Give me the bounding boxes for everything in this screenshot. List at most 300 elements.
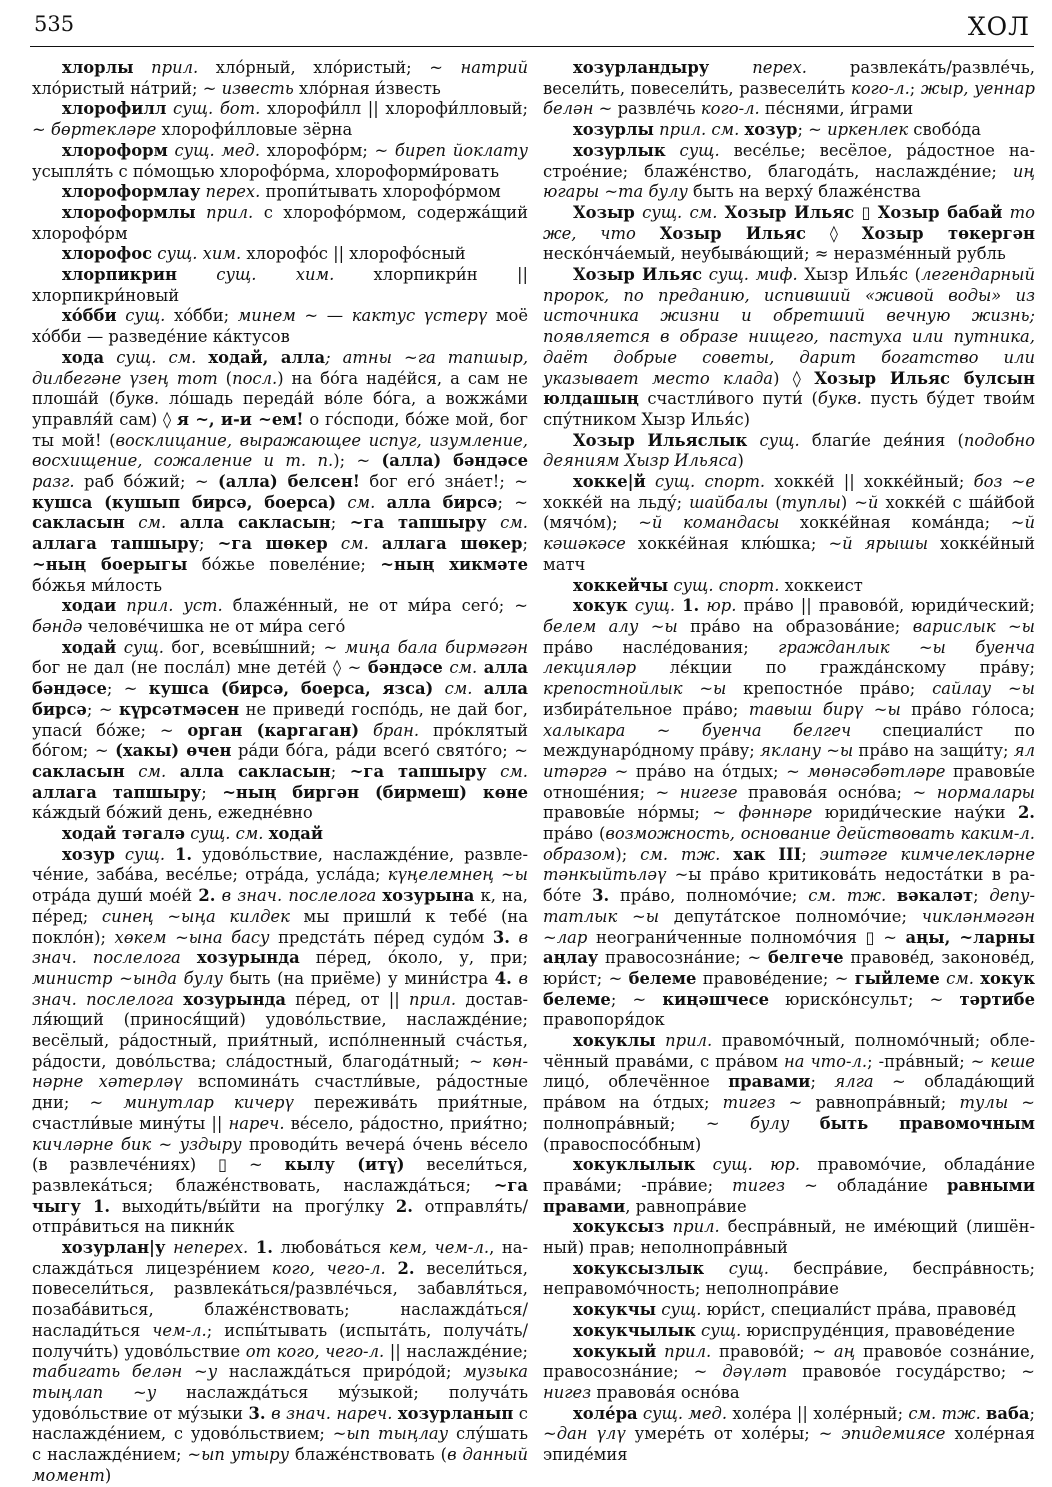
entry-headword: Хозыр Ильяс [573, 265, 703, 285]
entry-text: быть на верху́ блаже́нства [687, 182, 921, 202]
entry-text: хоккеист [779, 575, 863, 595]
entry-text: алла сакласын [179, 513, 331, 533]
entry-text: ~ равнопра́вный; [775, 1093, 960, 1113]
entry-text [487, 762, 501, 781]
entry-text: депутатлык ~ы [543, 886, 1035, 926]
entry-text: сущ. [700, 1320, 742, 1340]
entry-text: сущ. юр. [712, 1155, 801, 1175]
entry-headword: холе́ра [573, 1403, 638, 1423]
entry-text: яклану ~ы [760, 741, 854, 761]
entry-text: сущ. [679, 140, 720, 160]
entry-headword: хода [62, 347, 105, 367]
entry-text: специали́ст по междунаро́дному пра́ву; [543, 720, 1035, 761]
entry-text: юриспруде́нция, правове́дение [741, 1320, 1016, 1340]
entry-text: сущ. [125, 306, 166, 326]
entry-text: прил. [206, 202, 254, 222]
entry-text: правово́е госуда́рство; ~ [787, 1362, 1035, 1382]
entry-text: правомо́чный, полномо́чный; облечённый права́ми, с пра́вом [543, 1031, 1035, 1071]
entry-text: хозур [744, 120, 798, 140]
entry-text: прил. [151, 58, 199, 77]
entry-headword: хокуксыз [573, 1217, 665, 1237]
entry-text: челове́чишка не от ми́ра сего́ [82, 616, 346, 636]
entry-text: холе́ра || холе́рный; [727, 1403, 909, 1423]
entry-text: ве́село, ра́достно, прия́тно; [284, 1113, 528, 1133]
entry-text: в данный момент [32, 1445, 528, 1485]
entry-text: хокке́йный матч [543, 534, 1035, 574]
entry-text: булу [749, 1113, 790, 1133]
entry-text: кого, чего-л. [271, 1258, 386, 1278]
entry-text: юр. [706, 596, 737, 616]
entry-text: хокук белеме [543, 968, 1036, 1009]
entry-text: хо́бби; [165, 306, 238, 326]
entry-text: сущ. см. [642, 202, 718, 222]
entry-text: ) ◊ [773, 368, 815, 388]
entry-text: 2. [397, 1258, 415, 1278]
entry-text [433, 679, 444, 698]
entry-text: см. тж. [908, 1403, 981, 1423]
entry-text: пе́ред, о́коло, у, при; [299, 948, 528, 968]
entry-text: ~ып утыру [187, 1445, 290, 1465]
entry-text: ); [615, 844, 641, 864]
entry-text: боз ~е [973, 472, 1036, 492]
dictionary-entry [32, 845, 528, 1238]
entry-text: тәртибе [959, 989, 1035, 1009]
entry-text: чикләнмәгән ~лар [543, 906, 1035, 947]
entry-text: развле́чь [612, 99, 701, 119]
entry-text [328, 534, 341, 553]
entry-text [720, 845, 733, 864]
entry-text: хозурында [183, 989, 287, 1009]
entry-text: ; [201, 782, 223, 802]
entry-text: прил. см. [659, 120, 740, 140]
entry-text: букв. [115, 389, 160, 409]
entry-text [664, 1217, 672, 1236]
entry-text: в знач. послелога [32, 927, 528, 968]
entry-text [165, 1238, 173, 1257]
entry-text: раб бо́жий; ~ [74, 472, 219, 492]
entry-text: доставля́ющий (принося́щий) удово́льствие, наслажде́ние; весёлый, ра́достный, прия́тный, испо́лненный сча́стья, ра́дости, дово́льства; сла́достный, благода́тный; ~ [32, 989, 528, 1071]
entry-text [765, 845, 778, 864]
entry-text: 2. [198, 886, 216, 906]
entry-text: пе́ред, от || [286, 989, 409, 1009]
entry-text [656, 1031, 666, 1050]
entry-text: пережива́ть прия́тные, счастли́вые мину́ты || [32, 1093, 529, 1133]
entry-text: аң [833, 1341, 856, 1361]
entry-text: алла бәндәсе [32, 658, 528, 699]
entry-text [166, 762, 180, 781]
entry-text: сущ. спорт. [673, 575, 780, 595]
entry-text: подобно деяниям Хызр Ильяса [543, 430, 1035, 471]
entry-text: сущ. мед. [174, 140, 261, 160]
entry-text: неско́нча́емый, неубыва́ющий; ≈ неразме́нный рубль [543, 244, 1006, 264]
entry-text: ; [810, 1072, 835, 1092]
entry-headword: хозурлан|у [62, 1238, 166, 1258]
entry-text: хокке́й с ша́йбой (мячо́м); [543, 492, 1035, 533]
entry-text: мы пришли́ к тебе́ (на покло́н); [32, 906, 528, 947]
entry-headword: хоккейчы [573, 575, 669, 595]
entry-text [709, 58, 752, 77]
entry-text: правова́я осно́ва [591, 1383, 740, 1402]
entry-text: крепостнойлык ~ы [543, 679, 727, 699]
entry-text [116, 596, 126, 615]
right-column [543, 58, 1035, 1466]
entry-text: сущ. [634, 596, 676, 616]
entry-text: выходи́ть/вы́йти на прогу́лку [110, 1196, 396, 1216]
dictionary-entry [543, 1031, 1035, 1155]
header-rule [30, 46, 1034, 47]
entry-text: посл. [232, 368, 278, 388]
entry-text: киңәшчесе [662, 989, 770, 1009]
entry-text: Хозыр Ильяс [659, 223, 806, 243]
entry-text [125, 762, 139, 781]
entry-text [628, 596, 635, 615]
entry-text: любова́ться [272, 1238, 389, 1258]
entry-text: музыка тыңлап ~у [32, 1362, 528, 1402]
entry-text: ~й ярышы [828, 534, 929, 554]
entry-text: наслажда́ться му́зыкой; получа́ть удово́льствие от му́зыки [32, 1383, 528, 1423]
entry-text: см. [444, 679, 473, 699]
entry-text: гражданлык ~ы буенча лекцияләр [543, 637, 1036, 678]
entry-text: в знач. нареч. [271, 1403, 393, 1423]
entry-text: , равнопра́вие [625, 1196, 747, 1216]
entry-headword: хокукчылык [573, 1320, 696, 1340]
entry-text: нигез [543, 1383, 592, 1402]
entry-text: орган (каргаган) [187, 720, 360, 740]
entry-text: кеше [990, 1051, 1035, 1071]
entry-text: тигез [732, 1175, 786, 1195]
entry-text: сущ. [661, 1300, 702, 1320]
entry-text: быть правомочным [819, 1113, 1035, 1133]
entry-text: ; атны ~га тапшыр, дилбегәне үзең тот [32, 347, 529, 388]
entry-text: ~ полнопра́вный; ~ [543, 1093, 1035, 1133]
entry-text: хлорпикри́н || хлорпикри́новый [32, 265, 529, 305]
entry-text: тулы [959, 1093, 1009, 1113]
entry-text: чем-л. [152, 1320, 207, 1340]
entry-text: алла сакласын [179, 761, 331, 781]
entry-text [117, 306, 126, 325]
entry-text [248, 1238, 256, 1257]
entry-text: ~ пра́во на о́тдых; ~ [607, 761, 808, 781]
entry-text: ~ның биргән (бирмеш) көне [222, 782, 528, 802]
entry-text: кого-л. [700, 99, 760, 119]
entry-headword: хлорпикрин [62, 265, 177, 285]
entry-text [196, 348, 208, 367]
dictionary-entry [543, 1259, 1035, 1300]
entry-text: III [778, 844, 802, 864]
entry-text: ра́ди бо́га, ра́ди всего́ свято́го; ~ [231, 741, 529, 761]
dictionary-entry [543, 1217, 1035, 1258]
entry-headword: хозурлы [573, 120, 654, 140]
entry-text: хокке́й на льду́; [543, 492, 690, 512]
entry-text: ходай [268, 824, 323, 844]
entry-text [472, 679, 483, 698]
entry-text: аллага тапшыру [32, 782, 202, 802]
entry-text: сущ. миф. [708, 265, 798, 285]
entry-text: ; ~ [86, 699, 120, 719]
entry-headword: хокке|й [573, 472, 646, 492]
entry-text: правовы́е но́рмы; ~ [543, 803, 739, 823]
entry-text [134, 58, 152, 77]
entry-text: хозурына [382, 886, 475, 906]
entry-text: см. [340, 534, 369, 554]
entry-headword: хлорлы [62, 58, 134, 77]
entry-headword: хлороформлау [62, 182, 201, 202]
entry-text: равными правами [543, 1175, 1035, 1216]
entry-text [165, 845, 175, 864]
entry-headword: ходай тәгалә [62, 824, 185, 844]
entry-text: аңы, ~ларны аңлау [543, 927, 1035, 968]
entry-text: бөртекләре [50, 120, 157, 140]
entry-text: ) на бо́га наде́йся, а сам не плоша́й ( [32, 368, 528, 409]
dictionary-entry [32, 638, 528, 824]
entry-text: ) [737, 451, 744, 471]
entry-text: Хозыр бабай [877, 202, 1003, 222]
entry-text: разг. [32, 472, 75, 492]
entry-text: перех. [205, 182, 261, 202]
entry-text: ~га тапшыру [349, 513, 487, 533]
entry-headword: хокукчы [573, 1300, 657, 1320]
entry-text: весели́ться, повесели́ться, развлека́ться/развле́чься, забавля́ться, позаба́виться, блаже́нствовать; наслажда́ться/наслади́ться [32, 1258, 528, 1340]
entry-text: благи́е дея́ния ( [799, 430, 964, 450]
entry-text: правовы́е отноше́ния; ~ [543, 761, 1036, 802]
entry-text [177, 265, 216, 284]
entry-text: пра́во, полномо́чие; [609, 886, 809, 906]
dictionary-entry [543, 1321, 1035, 1342]
entry-text [656, 1342, 664, 1361]
dictionary-entry [32, 203, 528, 244]
entry-text: правами [728, 1072, 811, 1092]
entry-text: тавыш бирү ~ы [748, 699, 901, 719]
entry-text: сакласын [32, 761, 125, 781]
entry-headword: ходаи [62, 596, 117, 616]
entry-text: ) [840, 492, 855, 512]
entry-text: ; ~ [106, 679, 149, 699]
entry-text: см. [500, 761, 528, 781]
entry-headword: хозурлык [573, 140, 666, 160]
entry-text: кого-л. [850, 78, 910, 98]
entry-text: ; [909, 78, 921, 98]
entry-text: ~ның хикмәте [380, 554, 528, 574]
entry-text: см. [946, 968, 974, 988]
entry-text: ; [330, 761, 350, 781]
entry-text: эпидемиясе [841, 1424, 946, 1444]
entry-text: известь [221, 78, 294, 98]
entry-headword: хокуклылык [573, 1155, 696, 1175]
entry-text: (правоспосо́бным) [543, 1134, 702, 1154]
entry-text: ~ — [295, 306, 352, 326]
entry-headword: хокукый [573, 1341, 657, 1361]
dictionary-entry [543, 1342, 1035, 1404]
entry-text: кем, чем-л. [388, 1238, 490, 1258]
entry-text: табигать белән ~у [32, 1362, 218, 1382]
entry-text: бог его́ зна́ет!; ~ [359, 472, 528, 492]
entry-text: ~га тапшыру [349, 761, 487, 781]
entry-text: ял итәргә [543, 741, 1035, 781]
entry-text [115, 845, 125, 864]
entry-text: күрсәтмәсен [119, 699, 240, 719]
entry-headword: хозурландыру [573, 58, 710, 77]
entry-headword: Хозыр [573, 202, 635, 222]
entry-headword: хо́бби [62, 306, 117, 326]
entry-text: нормалары [936, 782, 1035, 802]
entry-text: ~й командасы [638, 513, 780, 533]
entry-text [704, 1259, 729, 1278]
entry-text: хлорофо́с || хлорофо́сный [241, 244, 466, 264]
entry-text: хлорофи́лловые зёрна [156, 120, 353, 140]
dictionary-entry [543, 576, 1035, 597]
entry-text: ~ып тыңлау [332, 1424, 449, 1444]
entry-text [635, 203, 642, 222]
entry-text: ; [973, 886, 990, 906]
entry-text: прил. [665, 1031, 713, 1051]
entry-text: бо́жья ми́лость [32, 575, 163, 595]
entry-text: см. [449, 658, 478, 678]
entry-text: ~га чыгу 1. [32, 1175, 528, 1216]
entry-text: иң югары ~та булу [543, 161, 1035, 202]
entry-text: бәндә [32, 616, 83, 636]
entry-text: юриди́ческие нау́ки [812, 803, 1018, 823]
entry-text: ( [217, 368, 233, 388]
entry-text [487, 513, 501, 532]
entry-text: белем алу ~ы [543, 616, 678, 636]
entry-text: сущ. хим. [157, 244, 242, 264]
entry-text: нигезе [679, 782, 738, 802]
entry-text: вспомина́ть счастли́вые, ра́достные дни; ~ [32, 1072, 529, 1113]
entry-text: прил. [409, 989, 457, 1009]
entry-text: халыкара ~ буенча белгеч [543, 720, 852, 740]
entry-text: депута́тское полномо́чие; [659, 906, 922, 926]
entry-text: , наслажда́ться лицезре́нием [32, 1238, 529, 1278]
entry-text: ◊ [805, 223, 862, 243]
entry-text [386, 1259, 398, 1278]
entry-text: развлека́ть/развле́чь, весели́ть, повесели́ть, развесели́ть [543, 58, 1035, 98]
entry-text: правове́дение; ~ [696, 968, 855, 988]
entry-text: ялга [834, 1072, 874, 1092]
entry-text: || наслажде́ние; [384, 1341, 528, 1361]
entry-text: прил. [664, 1341, 712, 1361]
entry-text: неограни́ченные полномо́чия ▯ ~ [587, 927, 906, 947]
entry-text: алла бирсә [386, 492, 498, 512]
entry-text: холе́рная эпиде́мия [543, 1424, 1036, 1465]
entry-text: юриско́нсульт; ~ [769, 989, 960, 1009]
entry-text: белеме [628, 968, 697, 988]
entry-text: сущ. [759, 430, 800, 450]
entry-text: бог, всевы́шний; ~ [163, 637, 345, 657]
dictionary-entry [543, 1155, 1035, 1217]
entry-text: хозурланып [397, 1403, 514, 1423]
entry-text: не приведи́ госпо́дь, не дай бог, упаси́ бо́же; ~ [32, 699, 528, 740]
dictionary-entry [543, 1404, 1035, 1466]
entry-text: хлорофи́лл || хлорофи́лловый; ~ [32, 99, 528, 140]
entry-text: жыр, уеннар белән ~ [543, 78, 1036, 119]
entry-text: пра́во на защи́ту; [853, 741, 1014, 761]
entry-text: ка́ждый бо́жий день, ежедне́вно [32, 803, 313, 823]
entry-text: ; [801, 844, 820, 864]
entry-text: усыпля́ть с по́мощью хлорофо́рма, хлороформи́ровать [32, 161, 499, 181]
entry-text: пра́во || правово́й, юриди́ческий; [736, 596, 1035, 616]
dictionary-entry [32, 182, 528, 203]
entry-text: пра́во насле́дования; [543, 637, 779, 657]
entry-text: ~ның боерыгы [32, 554, 188, 574]
entry-text: хокке́йная кома́нда; [779, 513, 1011, 533]
entry-text: правова́я осно́ва; ~ [737, 782, 937, 802]
entry-text: весе́лье; весёлое, ра́достное настрое́ние; блаже́нство, благода́ть, наслажде́ние; [543, 140, 1035, 181]
entry-headword: Хозыр Ильяслык [573, 430, 748, 450]
entry-text: слу́шать с наслажде́нием; [32, 1424, 528, 1465]
entry-text [702, 265, 709, 284]
entry-text: отра́да души́ мое́й [32, 886, 199, 906]
entry-text: 1. [174, 844, 193, 864]
dictionary-entry [543, 1300, 1035, 1321]
entry-text: 3. [492, 927, 510, 947]
entry-text: (алла) белсен! [218, 472, 360, 492]
entry-text: блаже́нный, не от ми́ра сего́; ~ [222, 596, 529, 616]
entry-text: беспра́вный, не име́ющий (лишённый) прав; неполнопра́вный [543, 1217, 1035, 1258]
entry-text [104, 348, 116, 367]
entry-text: удово́льствие, наслажде́ние, развлече́ние, заба́ва, весе́лье; отра́да, усла́да; [32, 844, 528, 885]
entry-text: нареч. [228, 1113, 285, 1133]
entry-text [125, 513, 139, 532]
entry-text: (хакы) өчен [115, 741, 232, 761]
entry-text: иркенлек [827, 120, 909, 140]
entry-text: дәүләт [722, 1362, 788, 1382]
entry-text [174, 990, 183, 1009]
entry-headword: хлорофилл [62, 99, 167, 119]
entry-text [747, 431, 759, 450]
entry-text: ходай, алла [208, 347, 326, 367]
entry-text: кушса (бирсә, боерса, язса) [148, 679, 434, 699]
entry-text: алла бирсә [32, 679, 529, 719]
entry-text: кушса (кушып бирсә, боерса) [32, 492, 337, 512]
entry-text: сущ. мед. [642, 1403, 728, 1423]
entry-text: блаже́нствовать ( [289, 1445, 448, 1465]
entry-text: ; [522, 534, 529, 554]
entry-text: сущ. [124, 844, 166, 864]
entry-text: ~га шөкер [217, 534, 328, 554]
entry-text: сакласын [32, 513, 125, 533]
entry-text: ; [330, 513, 350, 533]
dictionary-entry [543, 203, 1035, 265]
entry-text: аллага тапшыру [32, 534, 199, 554]
entry-text: правомо́чие, облада́ние права́ми; -пра́вие; [543, 1155, 1035, 1195]
entry-text [375, 493, 386, 512]
entry-text: в знач. послелога [221, 886, 377, 906]
dictionary-entry [543, 472, 1035, 576]
entry-text: сущ. см. [190, 824, 264, 844]
entry-text: сущ. спорт. [655, 472, 766, 492]
entry-text: с наслажде́нием, с удово́льствием; [32, 1403, 528, 1444]
entry-text [636, 224, 660, 243]
entry-text: ; [199, 534, 218, 554]
entry-text: аллага шөкер [381, 534, 523, 554]
dictionary-entry [32, 596, 528, 637]
entry-text: минем [237, 306, 296, 326]
dictionary-entry [543, 58, 1035, 120]
entry-text: хокке́й || хокке́йный; [765, 472, 974, 492]
entry-text: ▯ [854, 202, 878, 222]
entry-text: легендарный пророк, по преданию, испивший «живой воды» из источника жизни и обретший вечную жизнь; появляется в образе нищего, пастуха или путника, даёт добрые советы, дарит богатство или указывает место клада [543, 265, 1036, 388]
entry-text: предста́ть пе́ред судо́м [269, 927, 493, 947]
entry-text: ~ы пра́во критикова́ть недоста́тки в рабо́те [543, 865, 1035, 906]
entry-text: правово́е созна́ние, правосозна́ние; ~ [543, 1341, 1035, 1382]
entry-text: ~й [854, 492, 879, 512]
dictionary-entry [32, 306, 528, 347]
entry-headword: хокуклы [573, 1031, 656, 1051]
entry-text: сайлау ~ы [932, 679, 1035, 699]
entry-headword: хокук [573, 596, 628, 616]
entry-text: мөнәсәбәтләре [807, 761, 946, 781]
entry-text: эштәге кимчелекләрне тәнкыйтьләү [543, 844, 1035, 885]
